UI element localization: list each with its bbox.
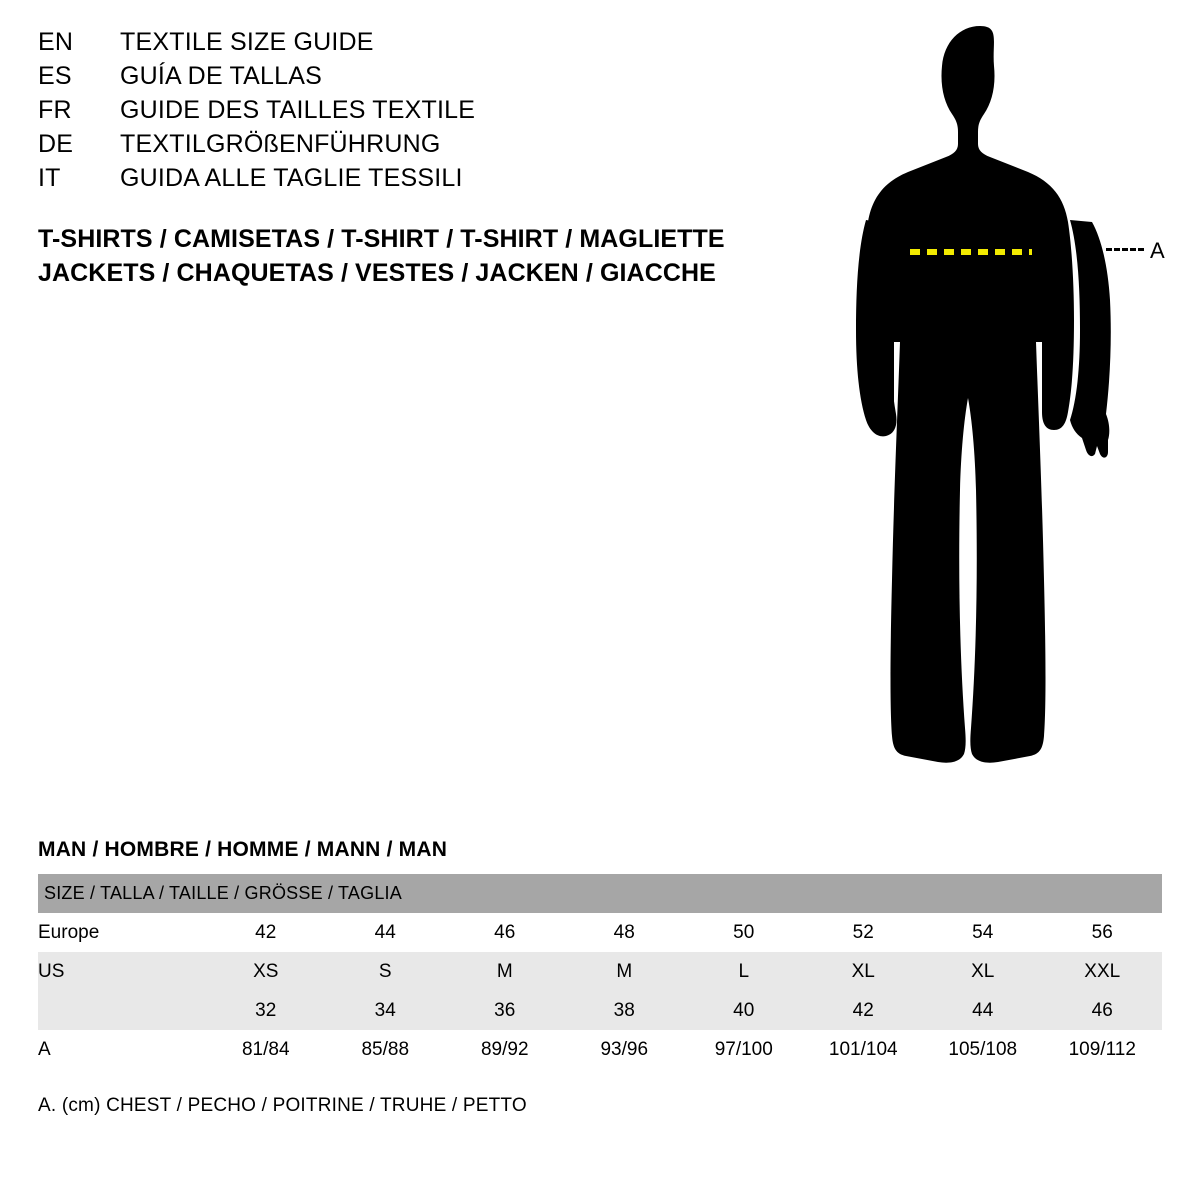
cell: 34: [326, 991, 446, 1030]
table-row: [38, 952, 1162, 991]
cell: 101/104: [804, 1030, 924, 1069]
cell: 52: [804, 913, 924, 952]
table-row: [38, 1030, 1162, 1069]
category-headings: [38, 222, 798, 290]
list-item: [38, 130, 758, 164]
language-code: IT: [38, 164, 61, 192]
size-table-section: [38, 838, 1162, 1117]
cell: 109/112: [1043, 1030, 1163, 1069]
cell: 46: [445, 913, 565, 952]
cell: 38: [565, 991, 685, 1030]
cell: 56: [1043, 913, 1163, 952]
row-label: US: [38, 952, 206, 991]
cell: 48: [565, 913, 685, 952]
language-code: DE: [38, 130, 74, 158]
measure-label-a: A: [1150, 238, 1165, 263]
language-title: TEXTILE SIZE GUIDE: [120, 28, 374, 56]
cell: XXL: [1043, 952, 1163, 991]
size-table: [38, 874, 1162, 1069]
table-header-label: SIZE / TALLA / TAILLE / GRÖSSE / TAGLIA: [38, 874, 1162, 913]
language-code: ES: [38, 62, 72, 90]
cell: 32: [206, 991, 326, 1030]
row-label: A: [38, 1030, 206, 1069]
cell: L: [684, 952, 804, 991]
cell: XL: [804, 952, 924, 991]
language-title: GUÍA DE TALLAS: [120, 62, 322, 90]
table-row: [38, 913, 1162, 952]
cell: 44: [326, 913, 446, 952]
table-section-title: MAN / HOMBRE / HOMME / MANN / MAN: [38, 838, 448, 861]
cell: M: [445, 952, 565, 991]
cell: 42: [804, 991, 924, 1030]
language-title: TEXTILGRÖßENFÜHRUNG: [120, 130, 441, 158]
cell: 81/84: [206, 1030, 326, 1069]
cell: 42: [206, 913, 326, 952]
cell: 105/108: [923, 1030, 1043, 1069]
category-tshirts: T-SHIRTS / CAMISETAS / T-SHIRT / T-SHIRT / MAGLIETTE: [38, 225, 725, 253]
cell: 93/96: [565, 1030, 685, 1069]
male-silhouette-icon: [820, 20, 1180, 800]
table-header-row: [38, 874, 1162, 913]
cell: 44: [923, 991, 1043, 1030]
language-list: [38, 28, 758, 198]
cell: 89/92: [445, 1030, 565, 1069]
language-code: EN: [38, 28, 74, 56]
measure-leader-line: [1106, 248, 1144, 251]
row-label: [38, 991, 206, 1030]
cell: XL: [923, 952, 1043, 991]
cell: S: [326, 952, 446, 991]
table-footnote: A. (cm) CHEST / PECHO / POITRINE / TRUHE / PETTO: [38, 1095, 527, 1116]
body-figure: [820, 20, 1180, 800]
cell: 97/100: [684, 1030, 804, 1069]
language-code: FR: [38, 96, 72, 124]
list-item: [38, 62, 758, 96]
language-title: GUIDA ALLE TAGLIE TESSILI: [120, 164, 463, 192]
language-title: GUIDE DES TAILLES TEXTILE: [120, 96, 476, 124]
cell: XS: [206, 952, 326, 991]
cell: 36: [445, 991, 565, 1030]
list-item: [38, 96, 758, 130]
list-item: [38, 28, 758, 62]
cell: 50: [684, 913, 804, 952]
row-label: Europe: [38, 913, 206, 952]
cell: M: [565, 952, 685, 991]
list-item: [38, 164, 758, 198]
cell: 40: [684, 991, 804, 1030]
cell: 85/88: [326, 1030, 446, 1069]
cell: 46: [1043, 991, 1163, 1030]
cell: 54: [923, 913, 1043, 952]
category-jackets: JACKETS / CHAQUETAS / VESTES / JACKEN / GIACCHE: [38, 259, 716, 287]
table-row: [38, 991, 1162, 1030]
